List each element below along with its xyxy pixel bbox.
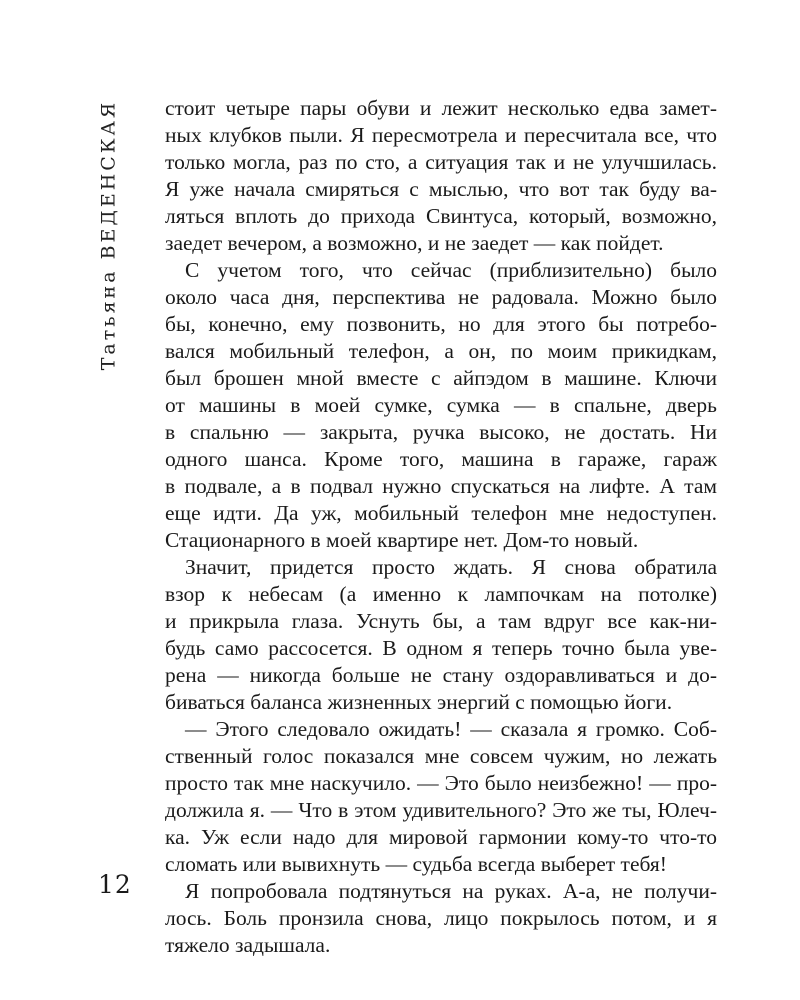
text-line: ка. Уж если надо для мировой гармонии кому-то что-то (165, 825, 717, 849)
text-line: еще идти. Да уж, мобильный телефон мне недоступен. (165, 501, 717, 525)
text-line: был брошен мной вместе с айпэдом в машине. Ключи (165, 366, 717, 390)
text-line: в подвале, а в подвал нужно спускаться на лифте. А там (165, 474, 717, 498)
text-line: в спальню — закрыта, ручка высоко, не достать. Ни (165, 420, 717, 444)
text-line: около часа дня, перспектива не радовала. Можно было (165, 285, 717, 309)
text-line: от машины в моей сумке, сумка — в спальне, дверь (165, 393, 717, 417)
text-line: будь само рассосется. В одном я теперь точно была уве- (165, 636, 717, 660)
text-line: Стационарного в моей квартире нет. Дом-то новый. (165, 528, 639, 552)
page-number: 12 (98, 870, 132, 899)
text-line: заедет вечером, а возможно, и не заедет — как пойдет. (165, 231, 664, 255)
text-line: рена — никогда больше не стану оздоравливаться и до- (165, 663, 717, 687)
text-line: бы, конечно, ему позвонить, но для этого бы потребо- (165, 312, 717, 336)
text-line: должила я. — Что в этом удивительного? Это же ты, Юлеч- (165, 798, 717, 822)
text-line: только могла, раз по сто, а ситуация так и не улучшилась. (165, 150, 717, 174)
text-line: — Этого следовало ожидать! — сказала я громко. Соб- (185, 717, 717, 741)
text-line: стоит четыре пары обуви и лежит несколько едва замет- (165, 96, 717, 120)
text-line: С учетом того, что сейчас (приблизительно) было (185, 258, 717, 282)
text-line: Я попробовала подтянуться на руках. А-а, не получи- (185, 879, 717, 903)
text-line: ляться вплоть до прихода Свинтуса, который, возможно, (165, 204, 717, 228)
text-line: лось. Боль пронзила снова, лицо покрылось потом, и я (165, 906, 717, 930)
text-line: вался мобильный телефон, а он, по моим прикидкам, (165, 339, 717, 363)
text-line: ных клубков пыли. Я пересмотрела и пересчитала все, что (165, 123, 717, 147)
running-head-text: Татьяна ВЕДЕНСКАЯ (97, 99, 120, 371)
body-text (165, 95, 717, 959)
text-line: Я уже начала смиряться с мыслью, что вот так буду ва- (165, 177, 717, 201)
text-line: взор к небесам (а именно к лампочкам на потолке) (165, 582, 717, 606)
running-head (90, 100, 126, 370)
text-line: сломать или вывихнуть — судьба всегда выберет тебя! (165, 852, 667, 876)
text-line: Значит, придется просто ждать. Я снова обратила (185, 555, 717, 579)
text-line: биваться баланса жизненных энергий с помощью йоги. (165, 690, 673, 714)
text-line: ственный голос показался мне совсем чужим, но лежать (165, 744, 717, 768)
text-line: одного шанса. Кроме того, машина в гараже, гараж (165, 447, 717, 471)
text-line: просто так мне наскучило. — Это было неизбежно! — про- (165, 771, 717, 795)
text-line: тяжело задышала. (165, 933, 331, 957)
text-line: и прикрыла глаза. Уснуть бы, а там вдруг все как-ни- (165, 609, 717, 633)
